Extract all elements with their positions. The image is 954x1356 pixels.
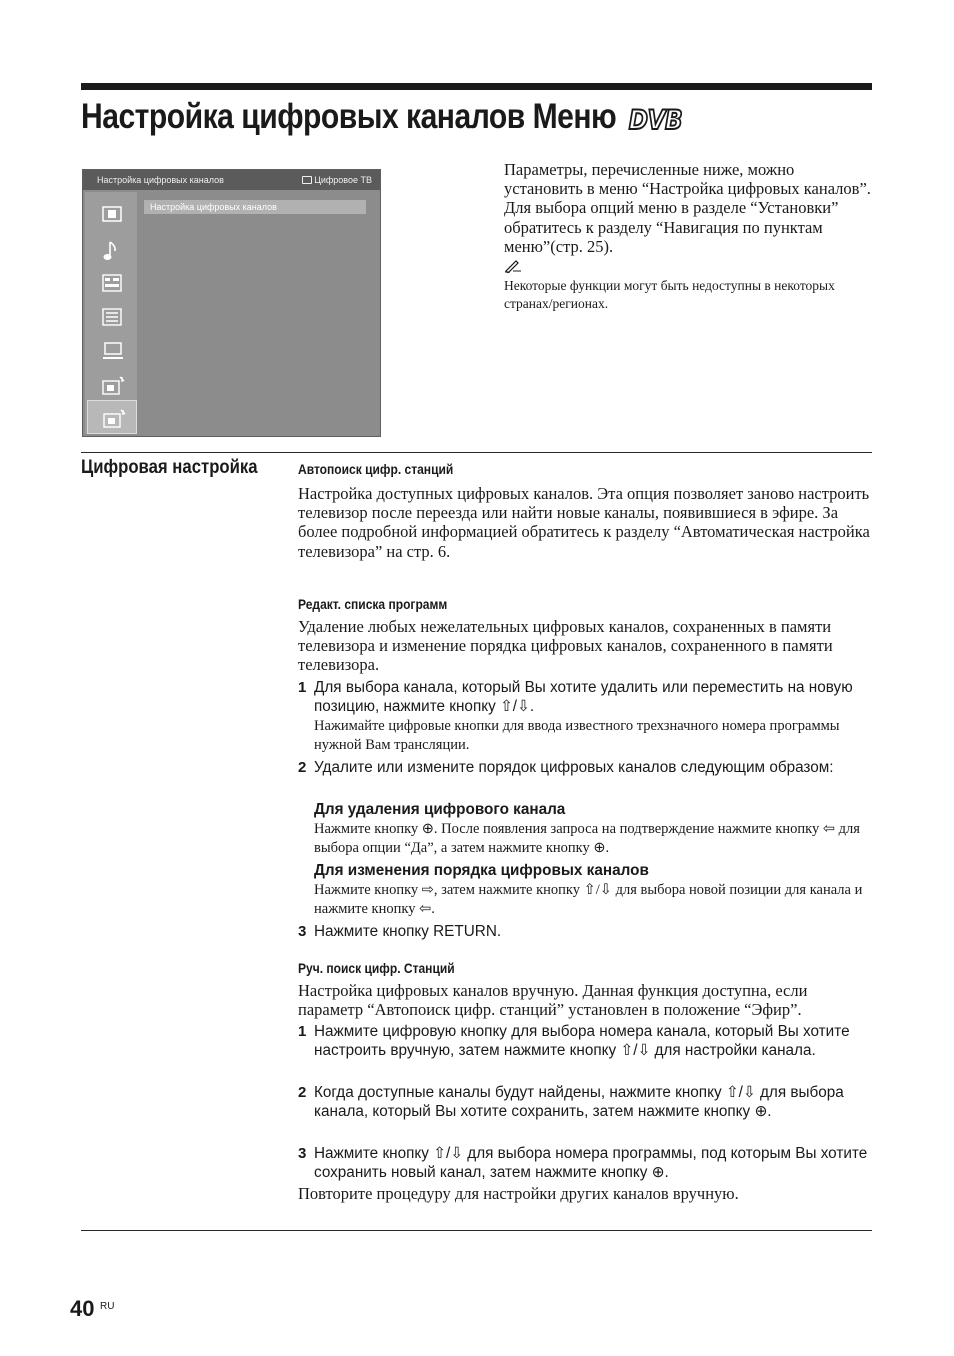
section-heading: Цифровая настройка [81,457,258,478]
manual-search-block [298,960,872,1019]
auto-search-title: Автопоиск цифр. станций [298,461,454,477]
reorder-channel-text: Нажмите кнопку ⇨, затем нажмите кнопку ⇧/⇩ для выбора новой позиции для канала и нажмите кнопку ⇦. [314,882,863,917]
tv-source-icon [302,176,312,184]
reorder-channel-heading: Для изменения порядка цифровых каналов [314,862,649,879]
step-text: Для выбора канала, который Вы хотите удалить или переместить на новую позицию, нажмите кнопку ⇧/⇩. [314,679,853,715]
edit-list-title: Редакт. списка программ [298,596,448,612]
tv-menu-header-source [302,170,372,190]
page-number: 40 [70,1296,95,1321]
page-title [81,95,761,143]
step-text: Когда доступные каналы будут найдены, нажмите кнопку ⇧/⇩ для выбора канала, который Вы хотите сохранить, затем нажмите кнопку ⊕. [314,1084,844,1120]
footer-divider [81,1230,872,1231]
step-number: 2 [298,1084,307,1101]
step-number: 1 [298,1023,307,1040]
features-icon [87,266,137,298]
manual-search-title: Руч. поиск цифр. Станций [298,960,455,976]
step-text: Удалите или измените порядок цифровых каналов следующим образом: [314,759,834,776]
tv-menu-selected-item: Настройка цифровых каналов [144,200,366,214]
delete-channel-heading: Для удаления цифрового канала [314,801,566,818]
pc-icon [87,334,137,366]
digital-setup-icon [87,400,137,434]
auto-search-block [298,461,872,561]
section-divider [81,452,872,453]
delete-channel-text: Нажмите кнопку ⊕. После появления запроса на подтверждение нажмите кнопку ⇦ для выбора опции “Да”, а затем нажмите кнопку ⊕. [314,821,860,856]
step-number: 3 [298,923,307,940]
dvb-logo-icon [628,99,683,143]
tv-menu-icon-column [85,192,137,434]
tv-menu-screenshot [82,169,381,437]
intro-note: Некоторые функции могут быть недоступны в некоторых странах/регионах. [504,278,835,311]
list-icon [87,300,137,332]
picture-icon [87,198,137,230]
tv-menu-header [83,170,380,190]
page-language-code: RU [100,1301,115,1312]
edit-list-text: Удаление любых нежелательных цифровых каналов, сохраненных в памяти телевизора и изменение порядка цифровых каналов, сохраненного в памяти телевизора. [298,617,833,675]
title-rule [81,83,872,90]
manual-search-footer: Повторите процедуру для настройки других каналов вручную. [298,1184,739,1203]
edit-list-block [298,596,872,675]
step-number: 1 [298,679,307,696]
note-pencil-icon [504,259,522,278]
step-text: Нажмите кнопку RETURN. [314,923,502,940]
manual-search-text: Настройка цифровых каналов вручную. Данная функция доступна, если параметр “Автопоиск цифр. станций” установлен в положение “Эфир”. [298,981,808,1020]
tv-menu-header-title: Настройка цифровых каналов [97,175,224,185]
step-text: Нажмите кнопку ⇧/⇩ для выбора номера программы, под которым Вы хотите сохранить новый канал, затем нажмите кнопку ⊕. [314,1145,868,1181]
auto-search-text: Настройка доступных цифровых каналов. Эта опция позволяет заново настроить телевизор после переезда или найти новые каналы, появившиеся в эфире. За более подробной информацией обратитесь к разделу “Автоматическая настройка телевизора” на стр. 6. [298,484,870,561]
intro-text: Параметры, перечисленные ниже, можно установить в меню “Настройка цифровых каналов”. Для выбора опций меню в разделе “Установки” обратитесь к разделу “Навигация по пунктам меню”(стр. 25). [504,160,871,256]
page-title-text: Настройка цифровых каналов Меню [81,97,617,136]
step-number: 3 [298,1145,307,1162]
analog-setup-icon [87,368,137,400]
tv-source-label: Цифровое ТВ [314,175,372,185]
step-number: 2 [298,759,307,776]
svg-text:DVB: DVB [629,106,683,132]
music-note-icon [87,232,137,264]
edit-step-1-note: Нажимайте цифровые кнопки для ввода известного трехзначного номера программы нужной Вам трансляции. [314,718,840,753]
step-text: Нажмите цифровую кнопку для выбора номера канала, который Вы хотите настроить вручную, затем нажмите кнопку ⇧/⇩ для настройки канала. [314,1023,850,1059]
